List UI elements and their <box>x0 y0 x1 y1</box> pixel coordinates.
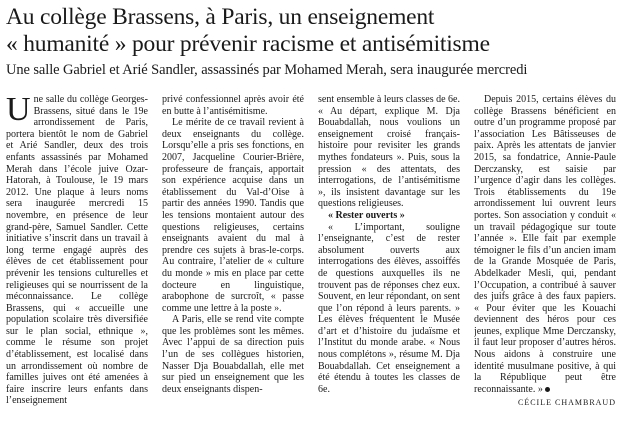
article-body <box>6 94 616 439</box>
paragraph: sent ensemble à leurs classes de 6e. « Au départ, explique M. Dja Bouabdallah, nous voulions un enseignement croisé français-histoire pour revisiter les grands mythes fondateurs ». Puis, sous la pression « des attentats, des interrogations, de l’antisémitisme », ils insistent davantage sur les questions religieuses. <box>318 94 460 210</box>
headline-line-1: Au collège Brassens, à Paris, un enseignement <box>6 4 435 30</box>
column-2 <box>162 94 304 439</box>
paragraph: privé confessionnel après avoir été en butte à l’antisémitisme. <box>162 94 304 117</box>
paragraph <box>474 94 616 395</box>
drop-cap: U <box>6 94 31 128</box>
column-3 <box>318 94 460 439</box>
paragraph: Le mérite de ce travail revient à deux enseignants du collège. Lorsqu’elle a pris ses fonctions, en 2007, Jacqueline Courier-Brière, professeure de français, apportait son expérience acquise dans un établissement du Val-d’Oise à partir des années 1990. Tandis que les tensions montaient autour des questions religieuses, certains enseignants avaient du mal à prendre ces sujets à bras-le-corps. Au contraire, l’atelier de « culture du monde » mis en place par cette docteure en linguistique, arabophone de surcroît, « passe comme une lettre à la poste ». <box>162 117 304 314</box>
section-subtitle: « Rester ouverts » <box>328 209 405 221</box>
subheadline: Une salle Gabriel et Arié Sandler, assassinés par Mohamed Merah, sera inaugurée mercredi <box>6 62 528 78</box>
column-1 <box>6 94 148 439</box>
paragraph-text: Depuis 2015, certains élèves du collège Brassens bénéficient en outre d’un programme proposé par l’association Les Bâtisseuses de paix. Après les attentats de janvier 2015, sa fondatrice, Annie-Paule Derczansky, est saisie par l’urgence d’agir dans les collèges. Trois établissements du 19e arrondissement lui ouvrent leurs portes. Son association y conduit « un travail pédagogique sur toute l’année ». Elle fait par exemple témoigner le fils d’un ancien imam de la Grande Mosquée de Paris, Abdelkader Mesli, qui, pendant l’Occupation, a contribué à sauver des juifs grâce à des faux papiers. « Pour éviter que les Kouachi deviennent des héros pour ces jeunes, explique Mme Derczansky, il faut leur proposer d’autres héros. Nous aidons à construire une identité musulmane positive, à qui la République peut être reconnaissante. » <box>474 94 616 395</box>
column-4 <box>474 94 616 439</box>
paragraph: « L’important, souligne l’enseignante, c’est de rester absolument ouverts aux interrogations des élèves, assoiffés de questions auxquelles ils ne trouvent pas de réponses chez eux. Souvent, en leur répondant, on sent que l’on répond à leurs parents. » Les élèves fréquentent le Musée d’art et d’histoire du judaïsme et l’Institut du monde arabe. « Nous nous complétons », résume M. Dja Bouabdallah. Cet enseignement a été étendu à toutes les classes de 6e. <box>318 221 460 395</box>
paragraph <box>6 94 148 407</box>
headline <box>6 4 616 58</box>
byline: CÉCILE CHAMBRAUD <box>517 398 616 408</box>
end-mark-icon <box>545 387 550 392</box>
paragraph: A Paris, elle se rend vite compte que les problèmes sont les mêmes. Avec l’appui de sa direction puis l’un de ses collègues historien, Nasser Dja Bouabdallah, elle met sur pied un enseignement que les deux enseignants dispen- <box>162 314 304 395</box>
headline-line-2: « humanité » pour prévenir racisme et antisémitisme <box>6 31 490 57</box>
paragraph-text: ne salle du collège Georges-Brassens, situé dans le 19e arrondissement de Paris, portera bientôt le nom de Gabriel et Arié Sandler, deux des trois enfants assassinés par Mohamed Merah dans l’école juive Ozar-Hatorah, à Toulouse, le 19 mars 2012. Une plaque à leurs noms sera inaugurée mercredi 15 novembre, en présence de leur grand-père, Samuel Sandler. Cette initiative s’inscrit dans un travail à long terme engagé auprès des élèves de cet établissement pour prévenir les tensions culturelles et religieuses qui se nourrissent de la méconnaissance. Le collège Brassens, qui « accueille une population scolaire très diversifiée sur le plan social, ethnique », comme le résume son projet d’établissement, est localisé dans un arrondissement où nombre de familles juives ont été amenées à faire inscrire leurs enfants dans l’enseignement <box>6 94 148 407</box>
